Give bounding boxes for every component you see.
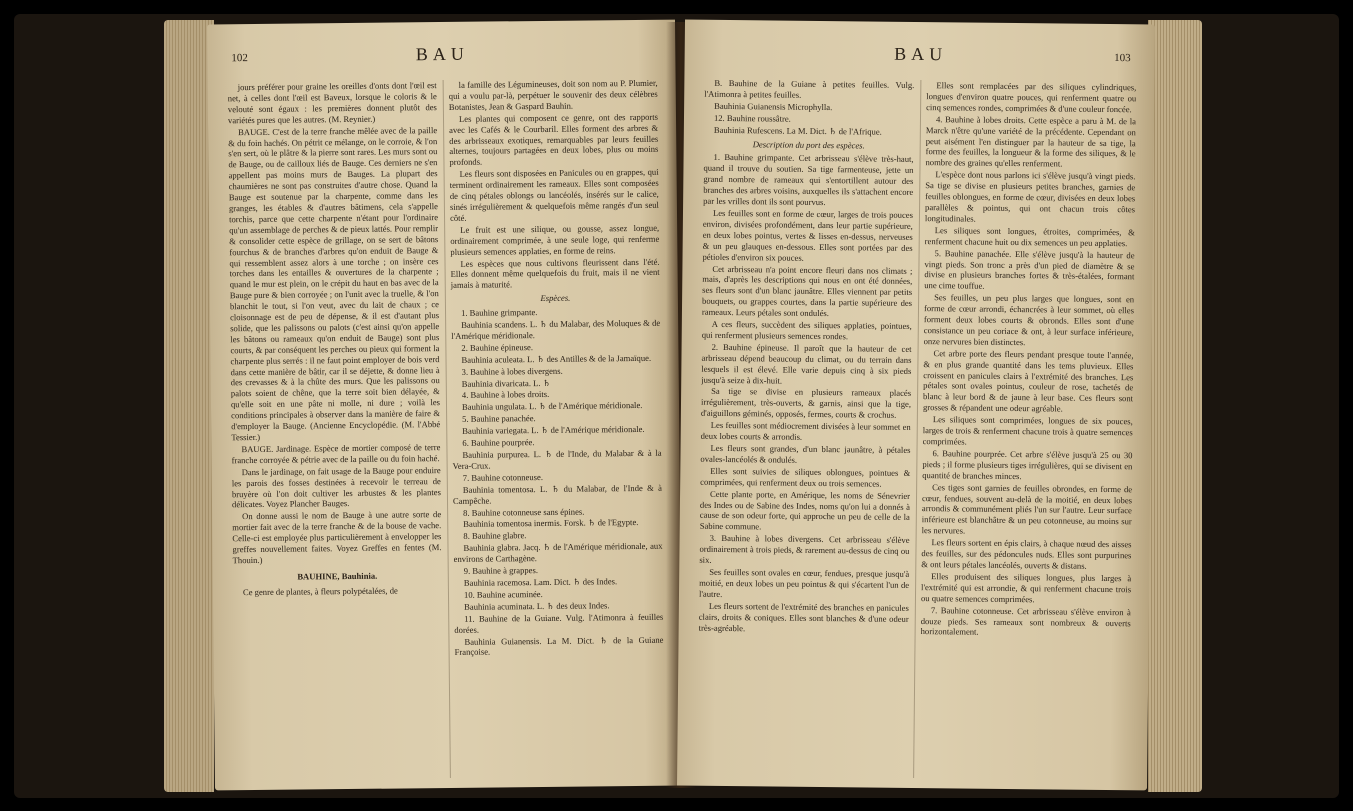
paragraph: 9. Bauhine à grappes. — [463, 565, 539, 576]
paragraph: Les fleurs sortent de l'extrémité des branches en panicules clairs, droits & coniques. Elles sont blanches & d'une odeur très-agréable. — [698, 600, 909, 633]
paragraph: On donne aussi le nom de Bauge à une autre sorte de mortier fait avec de la terre franche & de la bouse de vache. Celle-ci est employée plus particulièrement à envelopper les greffes nouvellement faites. Voyez Greffes en fentes (M. Thouin.) — [232, 509, 442, 566]
paragraph: Les feuilles sont en forme de cœur, larges de trois pouces environ, divisées profondément, dans leur partie supérieure, en deux lobes pointus, vertes & lisses en-dessus, nerveuses & un peu glauques en-dessous. Elles sont portées par des pétioles d'environ six pouces. — [702, 207, 914, 263]
paragraph: 4. Bauhine à lobes droits. Cette espèce a paru à M. de la Marck n'être qu'une variété de la précédente. Cependant on peut aisément l'en distinguer par la hauteur de sa tige, la forme des feuilles, la longueur & la forme des siliques, & le nombre des graines qu'elles renferment. — [925, 113, 1137, 169]
paragraph: Bauhinia Guianensis Microphylla. — [714, 100, 833, 112]
paragraph: Les fleurs sortent en épis clairs, à chaque nœud des aisses des feuilles, sur des pédoncules nuds. Elles sont purpurines & ont leurs pétales lancéolés, ouverts & distans. — [921, 537, 1132, 571]
paragraph: 7. Bauhine cotonneuse. Cet arbrisseau s'élève environ à douze pieds. Ses rameaux sont nombreux & ouverts horizontalement. — [920, 604, 1131, 638]
paragraph: 12. Bauhine roussâtre. — [713, 112, 791, 124]
paragraph: 10. Bauhine acuminée. — [463, 588, 543, 600]
paragraph: 11. Bauhine de la Guiane. Vulg. l'Atimonra à feuilles dorées. — [454, 611, 664, 635]
paragraph: Cet arbre porte des fleurs pendant presque toute l'année, & en plus grande quantité dans les tems pluvieux. Elles croissent en panicules clairs à l'extrémité des branches. Les pétales sont ovales pointus, couleur de rose, tachetés de blanc à leur bord & de jaune à leur base. Ces fleurs sont grosses & répandent une odeur agréable. — [922, 347, 1134, 414]
left-page — [207, 20, 683, 791]
paragraph: Bauhinia divaricata. L. ♄ — [461, 377, 551, 389]
paragraph: Bauhinia purpurea. L. ♄ de l'Inde, du Malabar & à la Vera-Crux. — [452, 447, 662, 471]
paragraph: Les feuilles sont médiocrement divisées à leur sommet en deux lobes courts & arrondis. — [700, 420, 911, 442]
paragraph: Bauhinia aculeata. L. ♄ des Antilles & de la Jamaïque. — [461, 352, 652, 365]
paragraph: B. Bauhine de la Guiane à petites feuilles. Vulg. l'Atimonra à petites feuilles. — [704, 77, 915, 100]
paragraph: Les fleurs sont grandes, d'un blanc jaunâtre, à pétales ovales-lancéolés & ondulés. — [700, 442, 911, 465]
paragraph: Bauhinia scandens. L. ♄ du Malabar, des Moluques & de l'Amérique méridionale. — [451, 317, 661, 341]
paragraph: 3. Bauhine à lobes divergens. Cet arbrisseau s'élève ordinairement à trois pieds, & rarement au-dessus de cinq ou six. — [699, 533, 910, 565]
paragraph: Ce genre de plantes, à fleurs polypétalées, de — [242, 585, 398, 597]
paragraph: 5. Bauhine panachée. Elle s'élève jusqu'à la hauteur de vingt pieds. Son tronc a près d'un pied de diamètre & se divise en plusieurs branches fortes & très-étalées, formant une cime touffue. — [924, 247, 1135, 292]
paragraph: Bauhinia ungulata. L. ♄ de l'Amérique méridionale. — [461, 400, 643, 413]
right-page — [677, 20, 1155, 791]
paragraph: Elles produisent des siliques longues, plus larges à l'extrémité qui est arrondie, & qui renferment chacune trois ou quatre semences comprimées. — [920, 571, 1132, 604]
paragraph: 1. Bauhine grimpante. Cet arbrisseau s'élève très-haut, quand il trouve du soutien. Sa tige farmenteuse, jette un grand nombre de rameaux qui s'entortillent autour des branches des arbres voisins, auxquelles ils s'attachent encore par les vrilles dont ils sont pourvus. — [703, 152, 914, 208]
paragraph: BAUGE. C'est de la terre franche mêlée avec de la paille & du foin hachés. On pétrit ce mélange, on le corroie, & l'on s'en sert, où le plâtre & la pierre sont rares. Les murs sont ou de Bauge, ou de cailloux liés de Bauge. Ces derniers ne s'en appellent pas moins murs de Bauges. La plupart des chaumières ne sont pas construites d'autre chose. Quand la Bauge est soutenue par la charpente, comme dans les granges, les étables & d'autres bâtimens, cela s'appelle torchis, parce que cette charpente n'étant pour l'ordinaire qu'un assemblage de perches & de pieux lattés. Pour remplir & consolider cette espèce de grillage, on se sert de bâtons fourchus & de branches d'arbres qu'on enduit de Bauge & qui ressemblent assez alors à une torche ; on insère ces torches dans les entailles & ouvertures de la charpente ; quand le mur est plein, on le crépit du haut en bas avec de la Bauge pure & bien corroyée ; on l'unit avec la truelle, & l'on blanchit le tout, si l'on veut, avec du lait de chaux ; ce cloisonnage est de peu de dépense, & il est d'autant plus solide, que les palissons ou palots (c'est ainsi qu'on appelle les bâtons ou rameaux qu'on enduit de Bauge) sont plus courts, & par conséquent les perches ou pieux qui forment la charpente plus serrés : il ne faut point employer de bois verd dans cette manière de bâtir, car il se déjette, & donne lieu à des crevasses & à la chûte des murs. Que les palissons ou palots soient de chêne, que la terre soit bien délayée, & qu'elle soit en une pâte ni molle, ni dure ; voilà les conditions principales à observer dans la manière de faire & d'employer la Bauge. (Ancienne Encyclopédie. (M. l'Abbé Tessier.) — [228, 124, 441, 443]
paragraph: Bauhinia racemosa. Lam. Dict. ♄ des Indes. — [463, 576, 618, 588]
right-head-title: BAU — [894, 43, 948, 65]
paragraph: A ces fleurs, succèdent des siliques applaties, pointues, qui renferment plusieurs semences rondes. — [701, 318, 912, 342]
paragraph: Cet arbrisseau n'a point encore fleuri dans nos climats ; mais, d'après les descriptions qui nous en ont été données, ses fleurs sont d'un blanc jaunâtre. Elles viennent par petits bouquets, ou grappes courtes, dans la partie supérieure des rameaux. Leurs pétales sont ondulés. — [701, 263, 913, 319]
paragraph: Bauhinia tomentosa. L. ♄ du Malabar, de l'Inde & à Campêche. — [452, 482, 662, 506]
left-page-number: 102 — [231, 52, 248, 65]
paragraph: Bauhinia tomentosa inermis. Forsk. ♄ de l'Egypte. — [463, 517, 639, 530]
paragraph: Bauhinia variegata. L. ♄ de l'Amérique méridionale. — [462, 424, 645, 437]
paragraph: 4. Bauhine à lobes droits. — [461, 389, 550, 401]
paragraph: BAUGE. Jardinage. Espèce de mortier composé de terre franche corroyée & pétrie avec de la paille ou du foin haché. — [231, 441, 441, 466]
paragraph: 6. Bauhine pourprée. — [462, 437, 535, 448]
paragraph: Ses feuilles sont ovales en cœur, fendues, presque jusqu'à moitié, en deux lobes un peu pointus & qui s'écartent l'un de l'autre. — [698, 566, 910, 599]
paragraph: 2. Bauhine épineuse. Il paroît que la hauteur de cet arbrisseau dépend beaucoup du climat, ou du terrain dans lesquels il est élevé. Elle varie depuis cinq à six pieds jusqu'à seize à dix-huit. — [701, 341, 912, 386]
paragraph: jours préférer pour graine les oreilles d'onts dont l'œil est net, à celles dont l'œil est Baveux, lorsque le coloris & le velouté sont égaux : les premières donnent plutôt des variétés pures que les autres. (M. Reynier.) — [227, 80, 437, 125]
right-page-number: 103 — [1114, 52, 1131, 65]
paragraph: 6. Bauhine pourprée. Cet arbre s'élève jusqu'à 25 ou 30 pieds ; il forme plusieurs tiges irrégulières, qui se divisent en quantité de branches minces. — [922, 448, 1133, 481]
paragraph: 1. Bauhine grimpante. — [460, 307, 538, 318]
paragraph: Dans le jardinage, on fait usage de la Bauge pour enduire les parois des fosses destinées à recevoir le terreau de bruyère où l'on doit cultiver les arbustes & les plantes délicates. Voyez Plancher Bauges. — [231, 464, 441, 510]
right-running-head — [704, 38, 1136, 79]
paragraph: L'espèce dont nous parlons ici s'élève jusqu'à vingt pieds. Sa tige se divise en plusieurs petites branches, garnies de feuilles oblongues, en forme de cœur, divisées en deux lobes parallèles & pointus, qui ont chacun trois côtes longitudinales. — [924, 169, 1136, 224]
left-page-edges — [164, 20, 214, 792]
left-running-head — [227, 38, 657, 79]
paragraph: Les siliques sont comprimées, longues de six pouces, larges de trois & renferment chacune trois à quatre semences comprimées. — [922, 414, 1133, 447]
paragraph: Espèces. — [540, 292, 571, 304]
paragraph: Les espèces que nous cultivons fleurissent dans l'été. Elles donnent même quelquefois du fruit, mais il ne vient jamais à maturité. — [450, 256, 660, 291]
paragraph: 7. Bauhine cotonneuse. — [462, 471, 544, 483]
paragraph: Description du port des espèces. — [752, 138, 865, 150]
paragraph: Le fruit est une silique, ou gousse, assez longue, ordinairement comprimée, à une seule loge, qui renferme plusieurs semences applaties, en forme de reins. — [450, 222, 660, 257]
left-head-title: BAU — [415, 43, 469, 65]
paragraph: BAUHINE, Bauhinia. — [297, 570, 378, 582]
paragraph: 3. Bauhine à lobes divergens. — [461, 365, 563, 377]
paragraph: la famille des Légumineuses, doit son nom au P. Plumier, qui a voulu par-là, perpétuer le souvenir des deux célèbres Botanistes, Jean & Gaspard Bauhin. — [448, 77, 658, 112]
paragraph: 8. Bauhine cotonneuse sans épines. — [463, 506, 585, 518]
paragraph: Elles sont remplacées par des siliques cylindriques, longues d'environ quatre pouces, qui renferment quatre ou cinq semences rondes, comprimées & d'une couleur foncée. — [926, 80, 1137, 115]
paragraph: Les fleurs sont disposées en Panicules ou en grappes, qui terminent ordinairement les rameaux. Elles sont composées de cinq pétales oblongs ou lancéolés, insérés sur le calice, sinés irrégulièrement & quelquefois même rangés d'un seul côté. — [449, 167, 659, 223]
paragraph: Bauhinia Guianensis. La M. Dict. ♄ de la Guiane Françoise. — [454, 634, 664, 658]
paragraph: Sa tige se divise en plusieurs rameaux placés irrégulièrement, très-ouverts, & garnis, ainsi que la tige, d'aiguillons géminés, opposés, fermes, courts & crochus. — [700, 386, 912, 421]
paragraph: 5. Bauhine panachée. — [462, 413, 536, 425]
left-column-1 — [228, 80, 444, 780]
paragraph: Bauhinia acuminata. L. ♄ des deux Indes. — [464, 600, 610, 612]
paragraph: Les plantes qui composent ce genre, ont des rapports avec les Cafés & le Courbaril. Elles forment des arbres & des arbrisseaux exotiques, remarquables par leurs feuilles alternes, toujours partagées en deux lobes, plus ou moins profonds. — [449, 111, 659, 168]
paragraph: Cette plante porte, en Amérique, les noms de Sénevrier des Indes ou de Sabine des Indes, noms qu'on lui a donnés à cause de son odeur forte, qui approche un peu de celle de la Sabine commune. — [699, 488, 911, 532]
paragraph: Bauhinia Rufescens. La M. Dict. ♄ de l'Afrique. — [713, 124, 882, 137]
right-column-2 — [919, 80, 1136, 780]
right-column-1 — [697, 78, 914, 778]
open-book — [14, 14, 1339, 798]
paragraph: 2. Bauhine épineuse. — [461, 341, 534, 353]
right-page-edges — [1148, 20, 1202, 792]
paragraph: Ses feuilles, un peu plus larges que longues, sont en forme de cœur arrondi, échancrées à leur sommet, où elles forment deux lobes courts & obronds. Elles sont d'une consistance un peu coriace & ont, à leur surface inférieure, onze nervures bien distinctes. — [923, 292, 1135, 347]
left-column-2 — [449, 78, 665, 778]
paragraph: 8. Bauhine glabre. — [463, 530, 527, 542]
paragraph: Elles sont suivies de siliques oblongues, pointues & comprimées, qui renferment deux ou trois semences. — [700, 465, 911, 489]
paragraph: Les siliques sont longues, étroites, comprimées, & renferment chacune huit ou dix semences un peu applaties. — [924, 224, 1135, 248]
paragraph: Bauhinia glabra. Jacq. ♄ de l'Amérique méridionale, aux environs de Carthagène. — [453, 540, 663, 565]
paragraph: Ces tiges sont garnies de feuilles obrondes, en forme de cœur, fendues, souvent au-delà de la moitié, en deux lobes arrondis & communément pliés l'un sur l'autre. Leur surface inférieure est blanchâtre & un peu cotonneuse, au moins sur les nervures. — [921, 481, 1133, 536]
